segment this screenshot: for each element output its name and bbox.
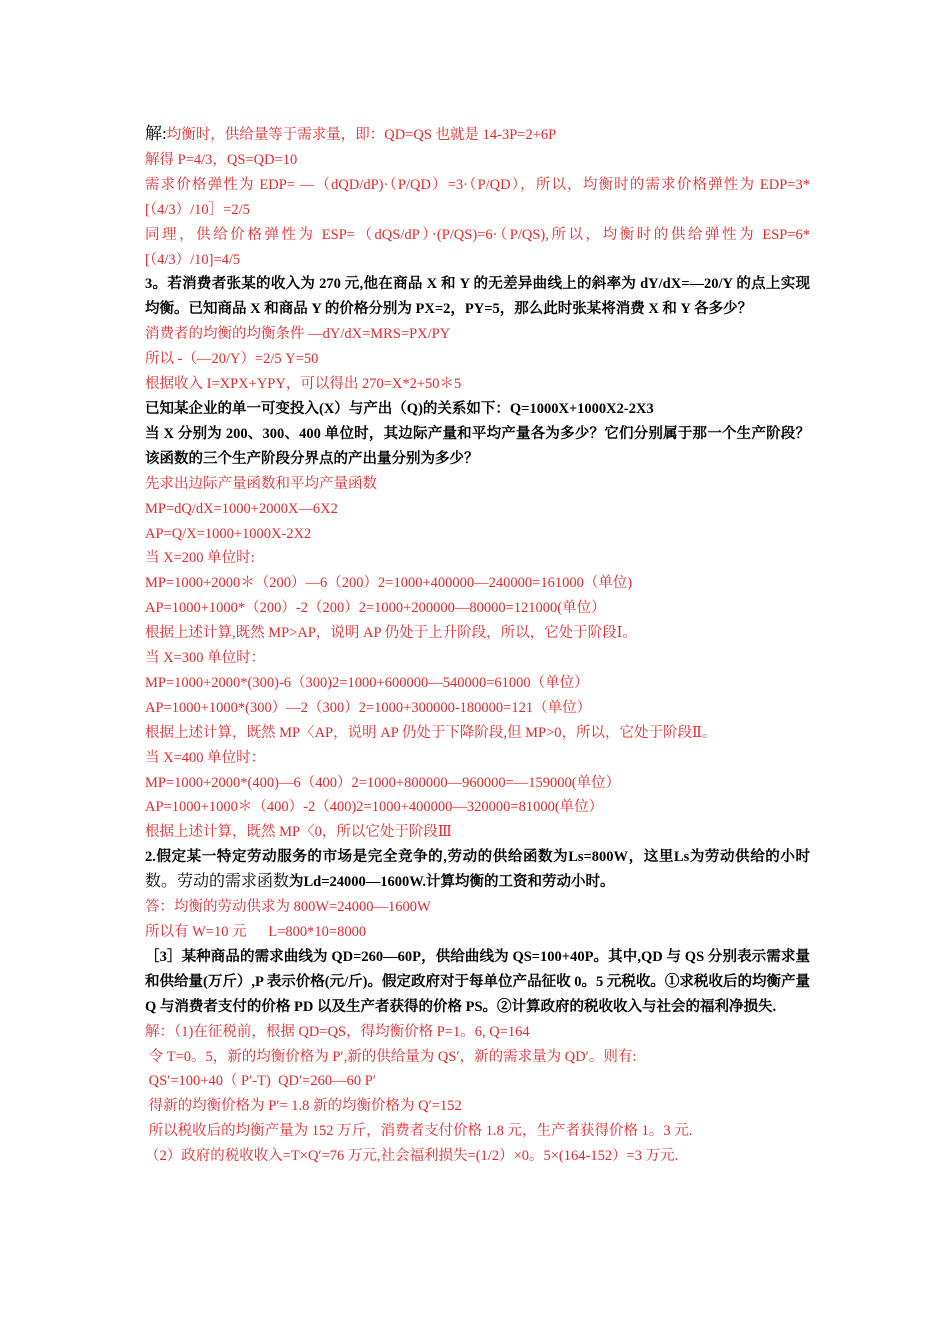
- answer-line: 所以有 W=10 元 L=800*10=8000: [145, 924, 367, 940]
- answer-line: 当 X=300 单位时：: [145, 650, 266, 667]
- question-text: 2.假定某一特定劳动服务的市场是完全竞争的,劳动的供给函数为Ls=800W，这里Ls为劳动供给的小时: [145, 849, 810, 866]
- answer-line: QS′=100+40（ P′-T) QD′=260—60 P′: [145, 1073, 376, 1090]
- answer-line: 根据上述计算，既然 MP〈AP，说明 AP 仍处于下降阶段,但 MP>0，所以，它处于阶段Ⅱ。: [145, 724, 717, 741]
- answer-paragraph: 同理，供给价格弹性为 ESP=（dQS/dP）·(P/QS)=6·（P/QS),所以，均衡时的供给弹性为 ESP=6*[（4/3）/10]=4/5: [145, 226, 810, 268]
- answer-line: 当 X=400 单位时：: [145, 749, 266, 766]
- question-paragraph: 3。若消费者张某的收入为 270 元,他在商品 X 和 Y 的无差异曲线上的斜率为 dY/dX=—20/Y 的点上实现均衡。已知商品 X 和商品 Y 的价格分别为 PX=2，PY=5，那么此时张某将消费 X 和 Y 各多少？: [145, 276, 810, 318]
- question-text: 为Ld=24000—1600W.计算均衡的工资和劳动小时。: [289, 874, 615, 891]
- question-line: 已知某企业的单一可变投入(X）与产出（Q)的关系如下：Q=1000X+1000X2-2X3: [145, 400, 654, 417]
- answer-line: 当 X=200 单位时:: [145, 550, 255, 567]
- answer-line: 根据上述计算,既然 MP>AP，说明 AP 仍处于上升阶段，所以，它处于阶段Ⅰ。: [145, 625, 637, 642]
- answer-line: 根据收入 I=XPX+YPY，可以得出 270=X*2+50＊5: [145, 376, 462, 393]
- answer-line-1: [145, 122, 810, 148]
- answer-line: AP=1000+1000*（200）-2（200）2=1000+200000—80000=121000(单位）: [145, 600, 606, 617]
- question-paragraph: ［3］某种商品的需求曲线为 QD=260—60P，供给曲线为 QS=100+40P。其中,QD 与 QS 分别表示需求量和供给量(万斤）,P 表示价格(元/斤)。假定政府对于每单位产品征收 0。5 元税收。①求税收后的均衡产量 Q 与消费者支付的价格 PD 以及生产者获得的价格 PS。②计算政府的税收收入与社会的福利净损失.: [145, 948, 810, 1015]
- answer-line: 解得 P=4/3，QS=QD=10: [145, 151, 298, 168]
- answer-line: AP=Q/X=1000+1000X-2X2: [145, 525, 312, 542]
- answer-line: 根据上述计算，既然 MP〈0，所以它处于阶段Ⅲ: [145, 824, 452, 841]
- answer-line: 解：（1)在征税前，根据 QD=QS，得均衡价格 P=1。6, Q=164: [145, 1023, 530, 1040]
- answer-text: 均衡时，供给量等于需求量，即：QD=QS 也就是 14-3P=2+6P: [166, 127, 557, 143]
- answer-line: 消费者的均衡的均衡条件 —dY/dX=MRS=PX/PY: [145, 326, 451, 343]
- answer-line: MP=1000+2000*(300)-6（300)2=1000+600000—540000=61000（单位）: [145, 674, 589, 691]
- answer-line: AP=1000+1000*(300）—2（300）2=1000+300000-180000=121（单位）: [145, 699, 592, 716]
- answer-line: AP=1000+1000＊（400）-2（400)2=1000+400000—320000=81000(单位）: [145, 799, 604, 816]
- answer-line: 所以 -（—20/Y）=2/5 Y=50: [145, 351, 319, 368]
- answer-label: 解:: [145, 124, 167, 143]
- answer-line: 先求出边际产量函数和平均产量函数: [145, 475, 377, 492]
- document-body: [145, 122, 810, 1169]
- answer-line: 所以税收后的均衡产量为 152 万斤，消费者支付价格 1.8 元，生产者获得价格 1。3 元.: [145, 1123, 693, 1140]
- answer-line: MP=1000+2000*(400)—6（400）2=1000+800000—960000=—159000(单位）: [145, 774, 621, 791]
- question-paragraph: 当 X 分别为 200、300、400 单位时，其边际产量和平均产量各为多少？它们分别属于那一个生产阶段？该函数的三个生产阶段分界点的产出量分别为多少？: [145, 425, 810, 467]
- answer-paragraph: 需求价格弹性为 EDP= —（dQD/dP)·（P/QD）=3·（P/QD），所以，均衡时的需求价格弹性为 EDP=3*[（4/3）/10］=2/5: [145, 176, 810, 218]
- answer-line: MP=1000+2000＊（200）—6（200）2=1000+400000—240000=161000（单位): [145, 575, 633, 592]
- question-text: 数。劳动的需求函数: [145, 873, 290, 891]
- answer-line: （2）政府的税收收入=T×Q′=76 万元,社会福利损失=(1/2）×0。5×(164-152）=3 万元.: [145, 1148, 679, 1165]
- answer-line: 得新的均衡价格为 P′= 1.8 新的均衡价格为 Q′=152: [145, 1098, 462, 1115]
- question-paragraph: [145, 845, 810, 895]
- answer-line: 答：均衡的劳动供求为 800W=24000—1600W: [145, 899, 431, 916]
- answer-line: MP=dQ/dX=1000+2000X—6X2: [145, 500, 338, 517]
- answer-line: 令 T=0。5，新的均衡价格为 P′,新的供给量为 QS′，新的需求量为 QD′。则有:: [145, 1048, 637, 1065]
